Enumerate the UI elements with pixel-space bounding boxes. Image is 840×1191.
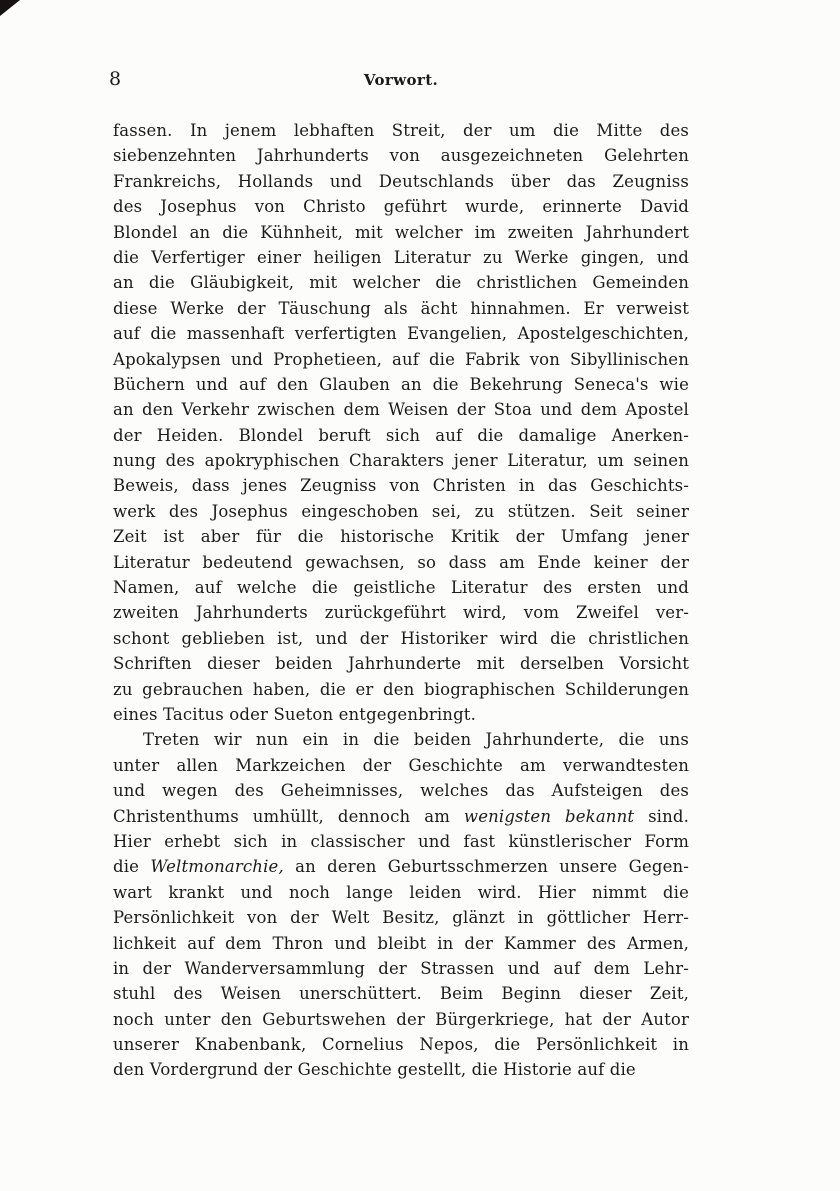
text-line <box>113 753 689 778</box>
text-segment: Literatur bedeutend gewachsen, so dass am Ende keiner der <box>113 552 689 572</box>
page-header-row <box>109 68 689 94</box>
text-line <box>113 372 689 397</box>
text-segment: nung des apokryphischen Charakters jener Literatur, um seinen <box>113 451 689 471</box>
text-segment: lichkeit auf dem Thron und bleibt in der Kammer des Armen, <box>113 933 689 953</box>
text-line <box>113 397 689 422</box>
paragraph <box>113 727 689 1082</box>
text-segment: zweiten Jahrhunderts zurückgeführt wird, vom Zweifel ver- <box>113 603 689 623</box>
paragraph <box>113 118 689 727</box>
text-block <box>113 118 689 1083</box>
text-segment: schont geblieben ist, und der Historiker wird die christlichen <box>113 628 689 648</box>
text-line <box>113 296 689 321</box>
text-line <box>113 931 689 956</box>
text-segment: werk des Josephus eingeschoben sei, zu stützen. Seit seiner <box>113 501 689 521</box>
text-line <box>113 880 689 905</box>
text-line <box>113 423 689 448</box>
text-line <box>113 448 689 473</box>
text-line <box>113 651 689 676</box>
text-segment: noch unter den Geburtswehen der Bürgerkriege, hat der Autor <box>113 1009 689 1029</box>
text-segment: Treten wir nun ein in die beiden Jahrhunderte, die uns <box>143 730 689 750</box>
text-segment: unter allen Markzeichen der Geschichte am verwandtesten <box>113 755 689 775</box>
text-segment: stuhl des Weisen unerschüttert. Beim Beginn dieser Zeit, <box>113 984 689 1004</box>
text-segment: Hier erhebt sich in classischer und fast künstlerischer Form <box>113 831 689 851</box>
text-line <box>113 524 689 549</box>
text-segment: Büchern und auf den Glauben an die Bekehrung Seneca's wie <box>113 374 689 394</box>
text-line <box>113 829 689 854</box>
text-segment: an die Gläubigkeit, mit welcher die christlichen Gemeinden <box>113 273 689 293</box>
text-line <box>113 956 689 981</box>
text-segment: auf die massenhaft verfertigten Evangelien, Apostelgeschichten, <box>113 324 689 344</box>
text-segment: Namen, auf welche die geistliche Literatur des ersten und <box>113 578 689 598</box>
text-line <box>113 600 689 625</box>
text-segment: eines Tacitus oder Sueton entgegenbringt. <box>113 704 476 724</box>
text-segment: fassen. In jenem lebhaften Streit, der um die Mitte des <box>113 121 689 140</box>
text-line <box>113 854 689 879</box>
text-segment: die Verfertiger einer heiligen Literatur zu Werke gingen, und <box>113 247 689 267</box>
italic-text: Weltmonarchie, <box>150 857 284 877</box>
text-segment: siebenzehnten Jahrhunderts von ausgezeichneten Gelehrten <box>113 146 689 166</box>
text-line <box>113 626 689 651</box>
text-segment: an den Verkehr zwischen dem Weisen der Stoa und dem Apostel <box>113 400 689 420</box>
text-line <box>113 321 689 346</box>
text-line <box>113 677 689 702</box>
text-segment: Zeit ist aber für die historische Kritik der Umfang jener <box>113 527 689 547</box>
text-line <box>113 118 689 143</box>
text-segment: zu gebrauchen haben, die er den biographischen Schilderungen <box>113 679 689 699</box>
text-segment: und wegen des Geheimnisses, welches das Aufsteigen des <box>113 781 689 801</box>
text-line <box>113 169 689 194</box>
running-title: Vorwort. <box>363 71 439 89</box>
text-segment: Apokalypsen und Prophetieen, auf die Fabrik von Sibyllinischen <box>113 349 689 369</box>
text-line <box>113 270 689 295</box>
text-line <box>113 1057 689 1082</box>
text-segment: diese Werke der Täuschung als ächt hinnahmen. Er verweist <box>113 298 689 318</box>
text-segment: des Josephus von Christo geführt wurde, erinnerte David <box>113 197 689 217</box>
text-segment: Schriften dieser beiden Jahrhunderte mit derselben Vorsicht <box>113 654 689 674</box>
text-segment: Persönlichkeit von der Welt Besitz, glänzt in göttlicher Herr- <box>113 908 689 928</box>
text-line <box>113 702 689 727</box>
text-line <box>113 981 689 1006</box>
text-segment: an deren Geburtsschmerzen unsere Gegen- <box>283 857 689 877</box>
text-line <box>113 550 689 575</box>
text-line <box>113 804 689 829</box>
text-segment: Beweis, dass jenes Zeugniss von Christen in das Geschichts- <box>113 476 689 496</box>
text-line <box>113 575 689 600</box>
text-segment: Frankreichs, Hollands und Deutschlands über das Zeugniss <box>113 171 689 191</box>
text-line <box>113 143 689 168</box>
text-line <box>113 778 689 803</box>
text-line <box>113 1007 689 1032</box>
text-line <box>113 245 689 270</box>
text-segment: die <box>113 857 151 877</box>
text-segment: Blondel an die Kühnheit, mit welcher im zweiten Jahrhundert <box>113 222 689 242</box>
text-line <box>113 220 689 245</box>
text-line <box>113 194 689 219</box>
text-line <box>113 473 689 498</box>
text-line <box>113 499 689 524</box>
text-segment: den Vordergrund der Geschichte gestellt, die Historie auf die <box>113 1060 636 1080</box>
italic-text: wenigsten bekannt <box>463 806 635 826</box>
text-line <box>113 1032 689 1057</box>
text-line <box>113 905 689 930</box>
text-segment: in der Wanderversammlung der Strassen und auf dem Lehr- <box>113 958 689 978</box>
text-segment: Christenthums umhüllt, dennoch am <box>113 806 464 826</box>
text-segment: der Heiden. Blondel beruft sich auf die damalige Anerken- <box>113 425 689 445</box>
page-number: 8 <box>109 68 122 90</box>
text-segment: wart krankt und noch lange leiden wird. Hier nimmt die <box>113 882 689 902</box>
text-line <box>113 347 689 372</box>
text-segment: unserer Knabenbank, Cornelius Nepos, die Persönlichkeit in <box>113 1035 689 1055</box>
scan-corner-artifact <box>0 0 20 16</box>
text-line <box>113 727 689 752</box>
text-segment: sind. <box>634 806 689 826</box>
